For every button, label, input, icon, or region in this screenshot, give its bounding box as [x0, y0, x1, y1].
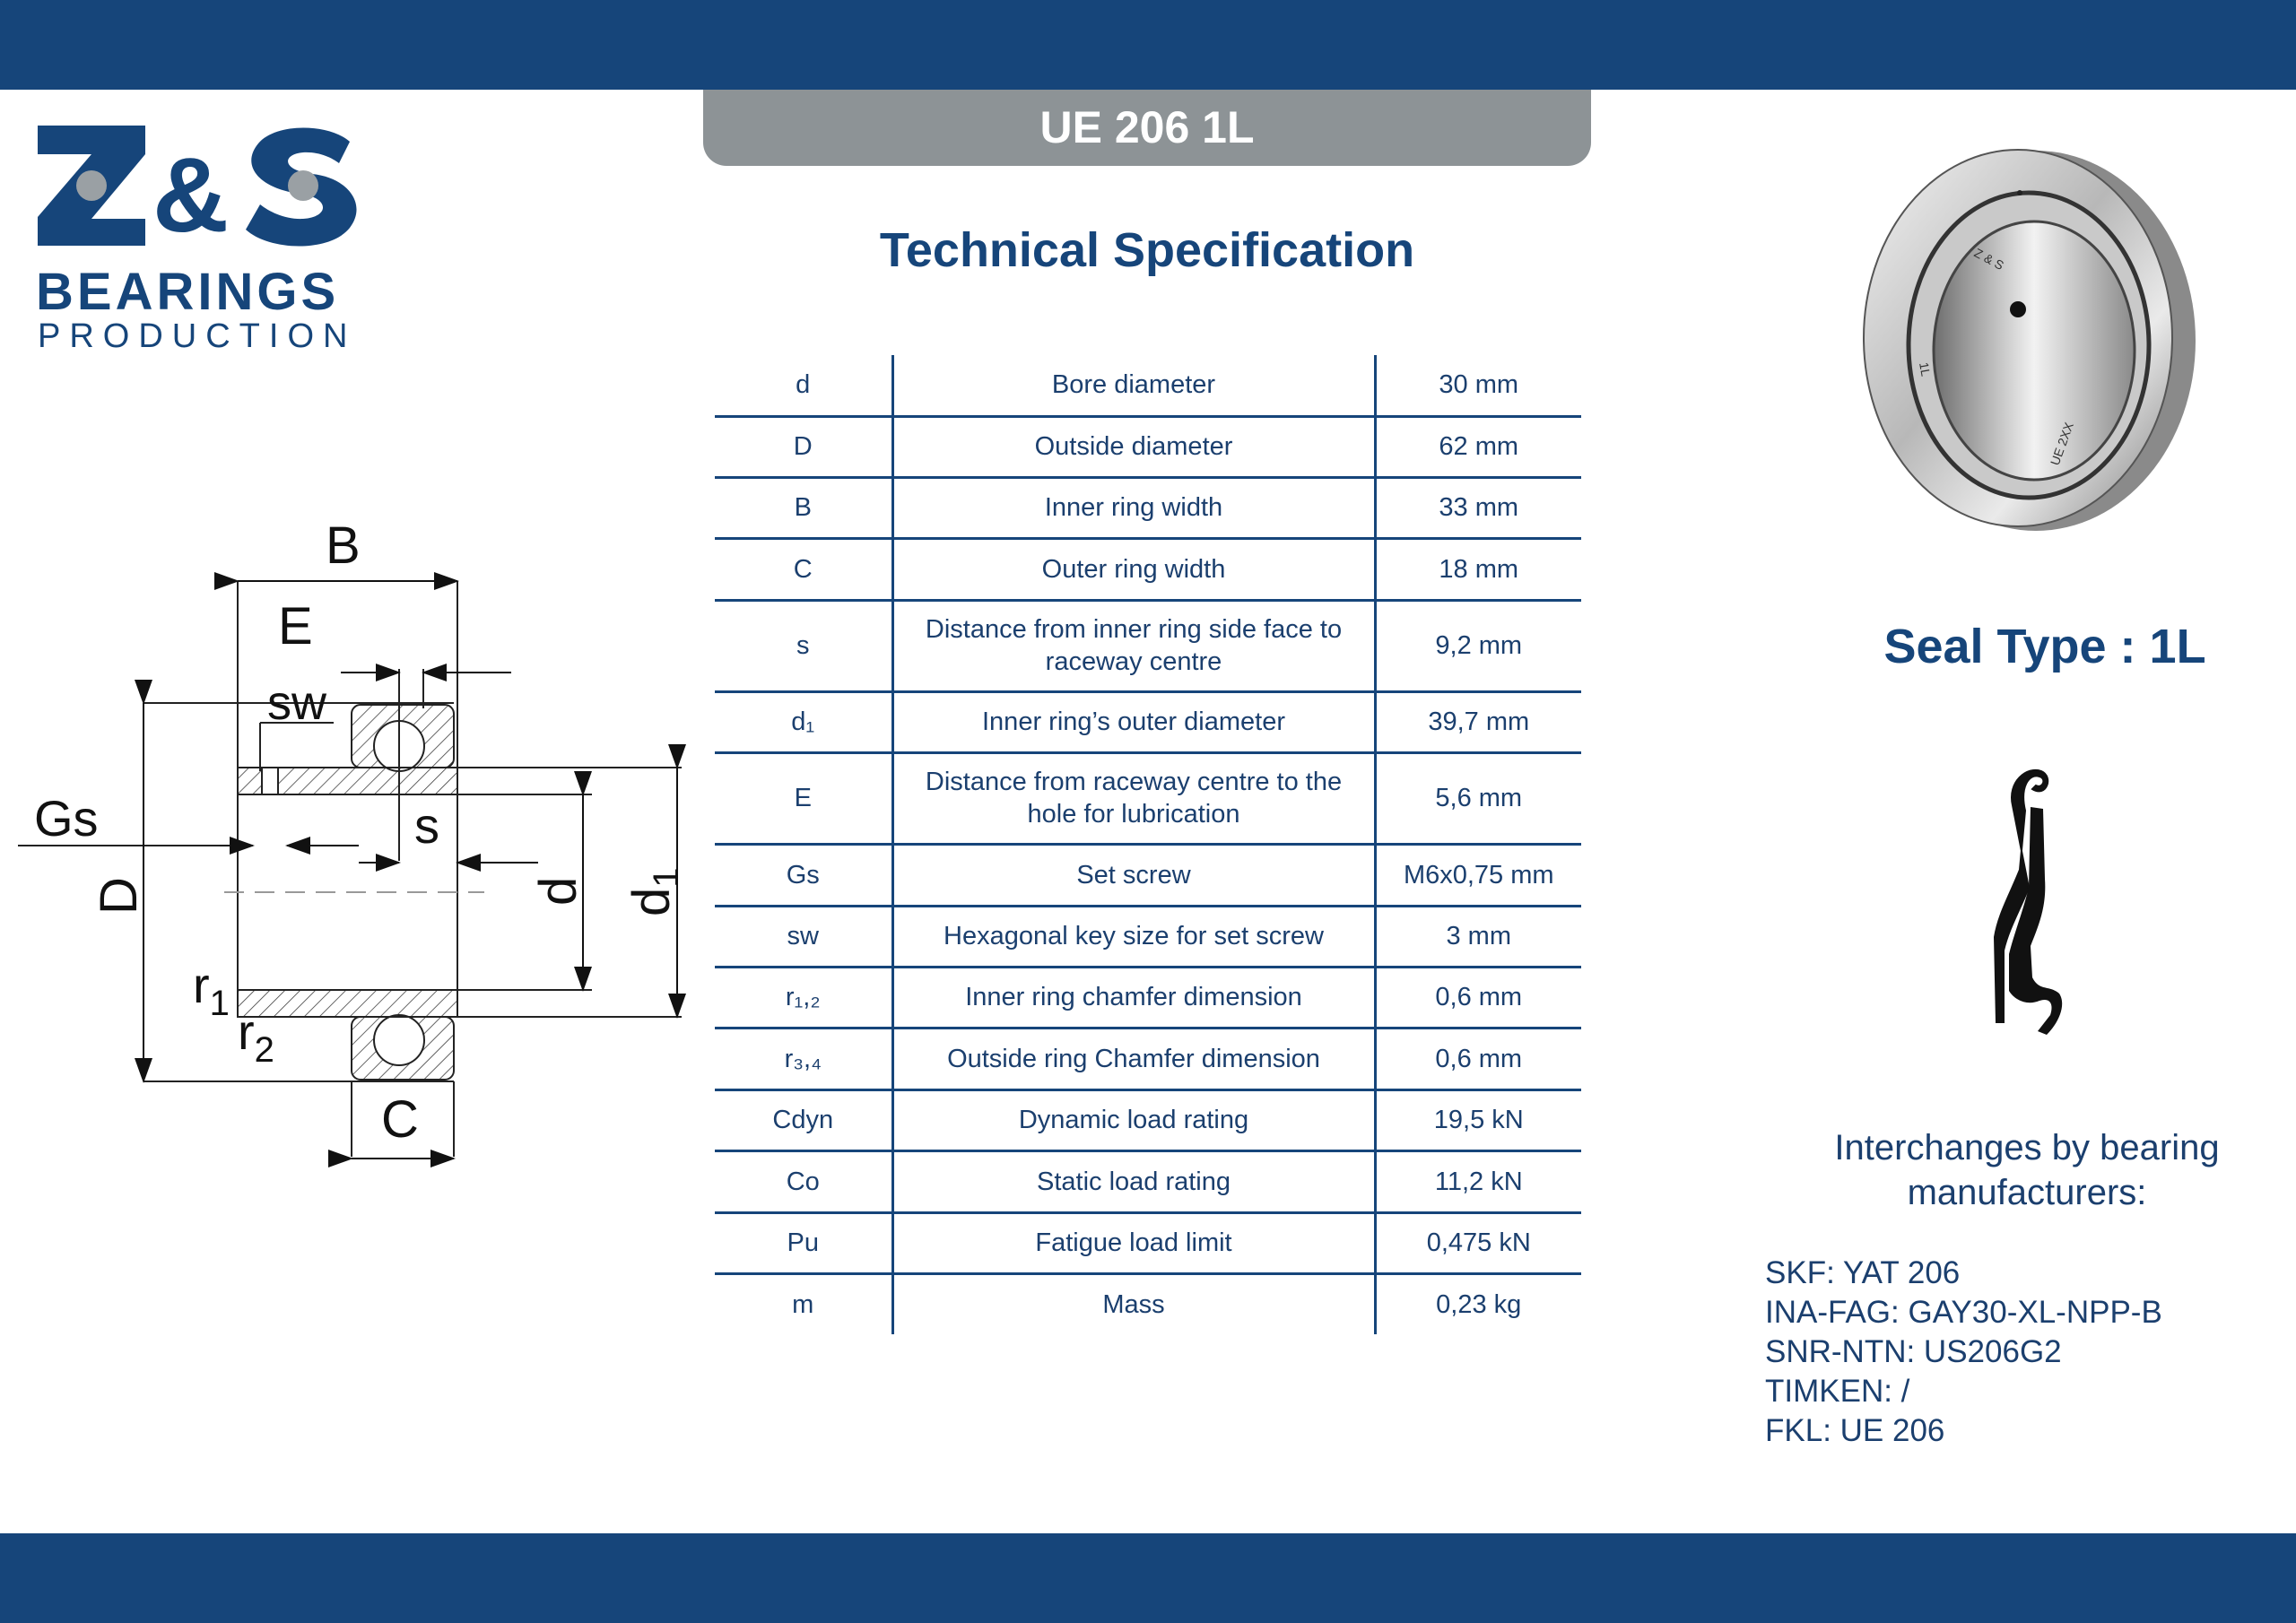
- spec-description: Inner ring’s outer diameter: [892, 691, 1375, 752]
- spec-value: 30 mm: [1375, 355, 1581, 416]
- spec-row: [715, 752, 1581, 844]
- spec-symbol: B: [715, 477, 892, 538]
- photo-seal-mark: 1L: [1917, 360, 1934, 378]
- interchanges-heading-line2: manufacturers:: [1907, 1173, 2147, 1212]
- spec-description: Set screw: [892, 844, 1375, 906]
- spec-symbol: s: [715, 600, 892, 691]
- spec-symbol: sw: [715, 906, 892, 967]
- spec-symbol: E: [715, 752, 892, 844]
- dimension-drawing-svg: [18, 511, 700, 1175]
- spec-description: Static load rating: [892, 1150, 1375, 1212]
- spec-value: 9,2 mm: [1375, 600, 1581, 691]
- spec-value: 18 mm: [1375, 538, 1581, 600]
- spec-row: [715, 1150, 1581, 1212]
- spec-description: Dynamic load rating: [892, 1089, 1375, 1150]
- spec-description: Outside ring Chamfer dimension: [892, 1028, 1375, 1089]
- label-r1: $r_1$: [193, 957, 230, 1023]
- spec-symbol: C: [715, 538, 892, 600]
- spec-symbol: D: [715, 416, 892, 477]
- label-sw: sw: [267, 676, 326, 730]
- spec-value: 19,5 kN: [1375, 1089, 1581, 1150]
- interchange-item: FKL: UE 206: [1765, 1413, 1945, 1448]
- spec-value: 3 mm: [1375, 906, 1581, 967]
- spec-symbol: m: [715, 1273, 892, 1334]
- spec-row: [715, 1028, 1581, 1089]
- spec-value: M6x0,75 mm: [1375, 844, 1581, 906]
- spec-symbol: Cdyn: [715, 1089, 892, 1150]
- spec-value: 11,2 kN: [1375, 1150, 1581, 1212]
- spec-row: [715, 600, 1581, 691]
- spec-description: Bore diameter: [892, 355, 1375, 416]
- spec-row: [715, 1273, 1581, 1334]
- seal-type-label: Seal Type : 1L: [1883, 620, 2206, 673]
- spec-value: 0,475 kN: [1375, 1212, 1581, 1273]
- label-r2: $r_2$: [238, 1003, 274, 1070]
- spec-description: Distance from raceway centre to the hole for lubrication: [892, 752, 1375, 844]
- spec-symbol: d: [715, 355, 892, 416]
- zs-logo-mark: [34, 118, 375, 253]
- photo-brand-mark: Z & S: [1971, 245, 2007, 273]
- svg-text:&: &: [152, 136, 230, 253]
- spec-value: 33 mm: [1375, 477, 1581, 538]
- interchange-item: SKF: YAT 206: [1765, 1255, 1961, 1290]
- spec-row: [715, 691, 1581, 752]
- spec-symbol: Gs: [715, 844, 892, 906]
- spec-value: 0,23 kg: [1436, 1289, 1522, 1319]
- spec-row: [715, 477, 1581, 538]
- spec-heading: Technical Specification: [879, 223, 1415, 277]
- interchange-item: SNR-NTN: US206G2: [1765, 1334, 2062, 1369]
- interchanges-heading: [1785, 1125, 2269, 1215]
- bearing-photo: [1839, 139, 2206, 542]
- label-Gs: Gs: [34, 790, 99, 846]
- spec-row: [715, 538, 1581, 600]
- spec-value: 5,6 mm: [1375, 752, 1581, 844]
- label-E: E: [278, 597, 313, 655]
- spec-row: [715, 416, 1581, 477]
- spec-symbol: d₁: [715, 691, 892, 752]
- bearing-cross-section-drawing: [18, 511, 700, 1175]
- spec-value: 39,7 mm: [1375, 691, 1581, 752]
- product-code-tab: UE 206 1L: [703, 90, 1591, 166]
- spec-description: Distance from inner ring side face to raceway centre: [892, 600, 1375, 691]
- interchanges-heading-line1: Interchanges by bearing: [1834, 1128, 2220, 1167]
- spec-description: Mass: [892, 1273, 1375, 1334]
- spec-table-body: [715, 355, 1581, 1334]
- seal-profile-drawing: [1973, 762, 2099, 1040]
- label-D: D: [90, 877, 148, 915]
- seal-profile-svg: [1973, 762, 2099, 1040]
- label-B: B: [326, 516, 361, 575]
- interchanges-list: [1765, 1254, 2162, 1451]
- spec-row: [715, 355, 1581, 416]
- interchange-item: TIMKEN: /: [1765, 1374, 1910, 1409]
- spec-row: [715, 906, 1581, 967]
- spec-description: Inner ring chamfer dimension: [892, 967, 1375, 1028]
- brand-logo: [34, 118, 375, 360]
- spec-description: Inner ring width: [892, 477, 1375, 538]
- bottom-band: [0, 1533, 2296, 1623]
- photo-model-mark: UE 2XX: [2047, 420, 2076, 468]
- spec-symbol: Pu: [715, 1212, 892, 1273]
- brand-sub: PRODUCTION: [38, 317, 357, 355]
- spec-symbol: Co: [715, 1150, 892, 1212]
- spec-value: 0,6 mm: [1375, 967, 1581, 1028]
- label-s: s: [414, 797, 439, 854]
- spec-table: [715, 355, 1581, 1334]
- bearing-photo-svg: [1839, 139, 2206, 542]
- spec-description: Hexagonal key size for set screw: [892, 906, 1375, 967]
- top-band: [0, 0, 2296, 90]
- spec-symbol: r₃,₄: [715, 1028, 892, 1089]
- spec-row: [715, 1212, 1581, 1273]
- spec-row: [715, 1089, 1581, 1150]
- spec-value: 62 mm: [1375, 416, 1581, 477]
- interchange-item: INA-FAG: GAY30-XL-NPP-B: [1765, 1295, 2162, 1330]
- label-d: d: [529, 876, 587, 906]
- spec-description: Outer ring width: [892, 538, 1375, 600]
- spec-row: [715, 844, 1581, 906]
- spec-description: Outside diameter: [892, 416, 1375, 477]
- spec-symbol: r₁,₂: [715, 967, 892, 1028]
- label-d1: d1: [622, 867, 686, 916]
- spec-description: Fatigue load limit: [892, 1212, 1375, 1273]
- label-C: C: [381, 1090, 419, 1149]
- brand-word: BEARINGS: [36, 263, 340, 321]
- spec-value: 0,6 mm: [1375, 1028, 1581, 1089]
- spec-row: [715, 967, 1581, 1028]
